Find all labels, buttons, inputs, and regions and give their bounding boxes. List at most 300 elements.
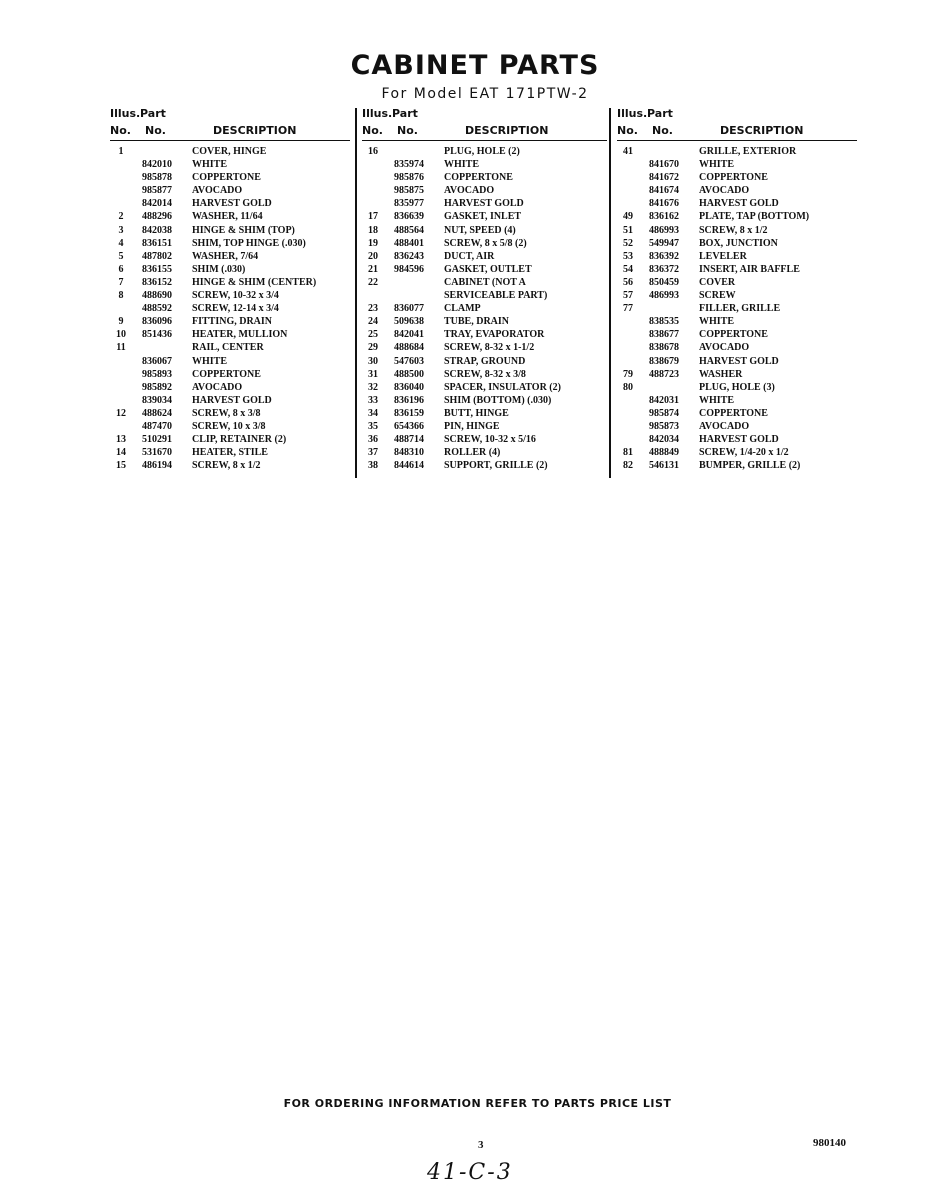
part-number: 851436 [142, 329, 172, 341]
table-row [617, 395, 857, 408]
ordering-note: FOR ORDERING INFORMATION REFER TO PARTS PRICE LIST [283, 1097, 672, 1110]
part-number: 836196 [394, 394, 424, 406]
illus-number: 79 [623, 368, 633, 380]
part-description: INSERT, AIR BAFFLE [699, 263, 800, 275]
table-row [362, 185, 607, 198]
illus-number: 81 [623, 447, 633, 459]
table-row [110, 356, 350, 369]
illus-number: 33 [368, 394, 378, 406]
part-description: TUBE, DRAIN [444, 316, 510, 328]
part-description: BUMPER, GRILLE (2) [699, 460, 801, 472]
part-number: 488723 [649, 368, 679, 380]
illus-number: 18 [368, 224, 378, 236]
table-row [362, 172, 607, 185]
illus-number: 49 [623, 211, 633, 223]
part-number: 984596 [394, 263, 424, 275]
table-row [362, 211, 607, 224]
part-description: AVOCADO [699, 185, 750, 197]
illus-number: 37 [368, 447, 378, 459]
illus-number: 54 [623, 263, 633, 275]
part-number: 844614 [394, 460, 424, 472]
part-number: 838535 [649, 316, 679, 328]
part-description: BOX, JUNCTION [699, 237, 778, 249]
table-row [362, 264, 607, 277]
part-description: ROLLER (4) [444, 447, 501, 459]
illus-number: 7 [118, 276, 124, 288]
illus-number: 1 [118, 146, 124, 157]
part-number: 985874 [649, 407, 679, 419]
part-description: WASHER, 11/64 [192, 211, 263, 223]
part-number: 841674 [649, 185, 679, 197]
illus-number: 52 [623, 237, 633, 249]
part-number: 841676 [649, 198, 679, 210]
table-row [362, 421, 607, 434]
illus-number: 30 [368, 355, 378, 367]
illus-number: 6 [118, 263, 124, 275]
document-number: 980140 [813, 1137, 846, 1149]
part-number: 546131 [649, 460, 679, 472]
part-description: SCREW [699, 290, 736, 302]
illus-number: 4 [118, 237, 124, 249]
part-number: 836155 [142, 263, 172, 275]
part-description: PIN, HINGE [444, 420, 500, 432]
part-number: 985876 [394, 172, 424, 184]
part-number: 549947 [649, 237, 679, 249]
part-description: COPPERTONE [192, 172, 261, 184]
illus-number: 38 [368, 460, 378, 472]
table-row [617, 277, 857, 290]
part-number: 836096 [142, 316, 172, 328]
table-row [362, 146, 607, 159]
part-description: SCREW, 8 x 1/2 [699, 224, 768, 236]
table-row [362, 277, 607, 290]
table-row [110, 434, 350, 447]
part-number: 841670 [649, 159, 679, 171]
part-number: 488849 [649, 447, 679, 459]
illus-number: 17 [368, 211, 378, 223]
part-number: 836067 [142, 355, 172, 367]
part-description: HARVEST GOLD [699, 434, 779, 446]
part-number: 488500 [394, 368, 424, 380]
part-number: 836162 [649, 211, 679, 223]
part-number: 487802 [142, 250, 172, 262]
part-description: HARVEST GOLD [444, 198, 524, 210]
table-row [617, 185, 857, 198]
part-description: COVER [699, 276, 736, 288]
illus-number: 2 [118, 211, 124, 223]
part-description: HARVEST GOLD [699, 355, 779, 367]
page-title: CABINET PARTS [350, 50, 600, 81]
part-number: 835977 [394, 198, 424, 210]
part-description: CLIP, RETAINER (2) [192, 434, 287, 446]
part-number: 842034 [649, 434, 679, 446]
part-number: 486993 [649, 290, 679, 302]
column-header [110, 107, 350, 140]
parts-column-2 [362, 107, 607, 473]
part-number: 487470 [142, 420, 172, 432]
part-number: 842014 [142, 198, 172, 210]
table-row [617, 251, 857, 264]
part-description: HEATER, STILE [192, 447, 268, 459]
table-row [362, 356, 607, 369]
part-description: SCREW, 8-32 x 3/8 [444, 368, 526, 380]
column-header [362, 107, 607, 140]
table-row [617, 303, 857, 316]
part-number: 842010 [142, 159, 172, 171]
part-description: BUTT, HINGE [444, 407, 509, 419]
illus-number: 82 [623, 460, 633, 472]
column-header [617, 107, 857, 140]
table-row [617, 264, 857, 277]
part-description: RAIL, CENTER [192, 342, 264, 354]
illus-number: 29 [368, 342, 378, 354]
part-number: 488564 [394, 224, 424, 236]
illus-number: 21 [368, 263, 378, 275]
part-description: WASHER, 7/64 [192, 250, 259, 262]
part-number: 836372 [649, 263, 679, 275]
part-description: WASHER [699, 368, 743, 380]
table-row [362, 460, 607, 473]
part-description: AVOCADO [699, 420, 750, 432]
part-number: 547603 [394, 355, 424, 367]
table-row [110, 159, 350, 172]
table-row [110, 146, 350, 159]
part-description: SCREW, 10 x 3/8 [192, 420, 266, 432]
illus-number: 11 [116, 342, 126, 354]
illus-number: 25 [368, 329, 378, 341]
part-description: SUPPORT, GRILLE (2) [444, 460, 548, 472]
part-description: HINGE & SHIM (CENTER) [192, 276, 317, 288]
illus-number: 57 [623, 290, 633, 302]
table-row [110, 264, 350, 277]
part-number: 486993 [649, 224, 679, 236]
table-row [617, 447, 857, 460]
table-row [362, 342, 607, 355]
table-row [617, 434, 857, 447]
part-description: WHITE [699, 159, 735, 171]
part-description: SCREW, 8 x 5/8 (2) [444, 237, 527, 249]
table-row [110, 342, 350, 355]
part-number: 985873 [649, 420, 679, 432]
part-number: 985875 [394, 185, 424, 197]
table-row [617, 290, 857, 303]
part-no-header: No. [397, 124, 418, 137]
part-description: SHIM (BOTTOM) (.030) [444, 394, 552, 406]
part-no-header: No. [145, 124, 166, 137]
table-row [617, 329, 857, 342]
part-description: GASKET, INLET [444, 211, 522, 223]
table-row [617, 198, 857, 211]
part-number: 836243 [394, 250, 424, 262]
part-description: HARVEST GOLD [192, 394, 272, 406]
part-number: 836152 [142, 276, 172, 288]
part-description: WHITE [192, 159, 228, 171]
part-number: 510291 [142, 434, 172, 446]
illus-number: 14 [116, 447, 126, 459]
illus-number: 5 [118, 250, 124, 262]
part-description: GASKET, OUTLET [444, 263, 532, 275]
parts-rows [110, 146, 350, 473]
table-row [110, 238, 350, 251]
part-number: 842038 [142, 224, 172, 236]
part-description: AVOCADO [192, 381, 243, 393]
illus-number: 31 [368, 368, 378, 380]
illus-number: 16 [368, 146, 378, 157]
table-row [362, 159, 607, 172]
model-subtitle: For Model EAT 171PTW-2 [381, 86, 589, 102]
table-row [617, 408, 857, 421]
table-row [362, 447, 607, 460]
parts-rows [362, 146, 607, 473]
part-number: 836639 [394, 211, 424, 223]
table-row [362, 290, 607, 303]
illus-number: 12 [116, 407, 126, 419]
table-row [362, 395, 607, 408]
illus-number: 32 [368, 381, 378, 393]
part-description: SHIM (.030) [192, 263, 246, 275]
part-description: WHITE [444, 159, 480, 171]
part-number: 985878 [142, 172, 172, 184]
illus-number: 9 [118, 316, 124, 328]
part-description: PLUG, HOLE (2) [444, 146, 520, 157]
part-description: WHITE [699, 316, 735, 328]
table-row [362, 434, 607, 447]
part-number: 838678 [649, 342, 679, 354]
table-row [362, 238, 607, 251]
part-header: Part [140, 107, 166, 120]
part-description: GRILLE, EXTERIOR [699, 146, 797, 157]
illus-number: 53 [623, 250, 633, 262]
table-row [362, 329, 607, 342]
part-description: SCREW, 10-32 x 3/4 [192, 290, 279, 302]
illus-header: Illus. [617, 107, 648, 120]
illus-no-header: No. [617, 124, 638, 137]
part-description: COPPERTONE [699, 329, 768, 341]
description-header: DESCRIPTION [213, 124, 297, 137]
part-number: 838677 [649, 329, 679, 341]
part-description: FITTING, DRAIN [192, 316, 273, 328]
part-header: Part [647, 107, 673, 120]
part-description: CABINET (NOT A [444, 276, 526, 288]
illus-number: 13 [116, 434, 126, 446]
table-row [617, 369, 857, 382]
part-description: SCREW, 10-32 x 5/16 [444, 434, 536, 446]
illus-number: 24 [368, 316, 378, 328]
table-row [617, 238, 857, 251]
table-row [617, 159, 857, 172]
part-description: WHITE [192, 355, 228, 367]
illus-number: 19 [368, 237, 378, 249]
illus-number: 34 [368, 407, 378, 419]
part-description: NUT, SPEED (4) [444, 224, 516, 236]
table-row [110, 172, 350, 185]
handwritten-note: 41-C-3 [427, 1160, 513, 1185]
part-description: AVOCADO [444, 185, 495, 197]
illus-number: 80 [623, 381, 633, 393]
part-number: 488684 [394, 342, 424, 354]
part-number: 488714 [394, 434, 424, 446]
part-description: COVER, HINGE [192, 146, 267, 157]
part-number: 841672 [649, 172, 679, 184]
table-row [110, 329, 350, 342]
table-row [110, 225, 350, 238]
table-row [362, 382, 607, 395]
illus-header: Illus. [110, 107, 141, 120]
table-row [617, 211, 857, 224]
illus-no-header: No. [362, 124, 383, 137]
part-description: LEVELER [699, 250, 747, 262]
part-number: 836159 [394, 407, 424, 419]
column-divider [609, 108, 611, 478]
part-description: CLAMP [444, 303, 481, 315]
table-row [617, 460, 857, 473]
parts-rows [617, 146, 857, 473]
part-description: SCREW, 8 x 3/8 [192, 407, 261, 419]
column-divider [355, 108, 357, 478]
part-number: 838679 [649, 355, 679, 367]
part-description: HEATER, MULLION [192, 329, 288, 341]
part-description: HINGE & SHIM (TOP) [192, 224, 295, 236]
table-row [110, 198, 350, 211]
part-description: SPACER, INSULATOR (2) [444, 381, 561, 393]
table-row [617, 356, 857, 369]
part-number: 842031 [649, 394, 679, 406]
illus-header: Illus. [362, 107, 393, 120]
parts-column-1 [110, 107, 350, 473]
table-row [110, 303, 350, 316]
part-number: 654366 [394, 420, 424, 432]
part-description: SHIM, TOP HINGE (.030) [192, 237, 306, 249]
part-description: PLUG, HOLE (3) [699, 381, 775, 393]
part-header: Part [392, 107, 418, 120]
table-row [362, 369, 607, 382]
part-description: AVOCADO [699, 342, 750, 354]
table-row [110, 251, 350, 264]
part-description: HARVEST GOLD [192, 198, 272, 210]
table-row [110, 211, 350, 224]
part-number: 985893 [142, 368, 172, 380]
part-number: 836392 [649, 250, 679, 262]
part-description: COPPERTONE [192, 368, 261, 380]
part-description: SERVICEABLE PART) [444, 290, 548, 302]
part-description: TRAY, EVAPORATOR [444, 329, 545, 341]
table-row [617, 146, 857, 159]
part-description: COPPERTONE [699, 407, 768, 419]
part-description: COPPERTONE [444, 172, 513, 184]
table-row [110, 277, 350, 290]
illus-number: 3 [118, 224, 124, 236]
part-description: DUCT, AIR [444, 250, 495, 262]
part-description: PLATE, TAP (BOTTOM) [699, 211, 810, 223]
table-row [110, 185, 350, 198]
illus-number: 77 [623, 303, 633, 315]
header-rule [617, 140, 857, 141]
illus-number: 8 [118, 290, 124, 302]
part-number: 531670 [142, 447, 172, 459]
parts-column-3 [617, 107, 857, 473]
part-description: COPPERTONE [699, 172, 768, 184]
part-number: 848310 [394, 447, 424, 459]
illus-number: 20 [368, 250, 378, 262]
illus-number: 35 [368, 420, 378, 432]
part-description: STRAP, GROUND [444, 355, 526, 367]
illus-number: 56 [623, 276, 633, 288]
part-number: 486194 [142, 460, 172, 472]
table-row [110, 395, 350, 408]
table-row [362, 408, 607, 421]
table-row [617, 342, 857, 355]
table-row [110, 369, 350, 382]
part-number: 842041 [394, 329, 424, 341]
description-header: DESCRIPTION [465, 124, 549, 137]
header-rule [110, 140, 350, 141]
part-description: SCREW, 8-32 x 1-1/2 [444, 342, 535, 354]
header-rule [362, 140, 607, 141]
illus-number: 15 [116, 460, 126, 472]
table-row [617, 172, 857, 185]
part-number: 488690 [142, 290, 172, 302]
illus-number: 36 [368, 434, 378, 446]
illus-number: 41 [623, 146, 633, 157]
illus-number: 10 [116, 329, 126, 341]
table-row [110, 421, 350, 434]
illus-no-header: No. [110, 124, 131, 137]
part-no-header: No. [652, 124, 673, 137]
table-row [110, 316, 350, 329]
part-number: 488401 [394, 237, 424, 249]
table-row [110, 447, 350, 460]
illus-number: 23 [368, 303, 378, 315]
part-number: 985892 [142, 381, 172, 393]
description-header: DESCRIPTION [720, 124, 804, 137]
part-number: 835974 [394, 159, 424, 171]
part-description: AVOCADO [192, 185, 243, 197]
part-number: 488296 [142, 211, 172, 223]
part-number: 488592 [142, 303, 172, 315]
page-number: 3 [478, 1139, 484, 1151]
part-description: FILLER, GRILLE [699, 303, 781, 315]
table-row [110, 290, 350, 303]
table-row [110, 382, 350, 395]
table-row [617, 316, 857, 329]
part-number: 488624 [142, 407, 172, 419]
table-row [362, 316, 607, 329]
table-row [362, 198, 607, 211]
illus-number: 22 [368, 276, 378, 288]
part-number: 850459 [649, 276, 679, 288]
part-number: 985877 [142, 185, 172, 197]
table-row [362, 225, 607, 238]
part-description: SCREW, 8 x 1/2 [192, 460, 261, 472]
part-description: HARVEST GOLD [699, 198, 779, 210]
part-number: 836151 [142, 237, 172, 249]
part-description: SCREW, 1/4-20 x 1/2 [699, 447, 789, 459]
table-row [362, 303, 607, 316]
table-row [617, 421, 857, 434]
illus-number: 51 [623, 224, 633, 236]
part-description: WHITE [699, 394, 735, 406]
part-description: SCREW, 12-14 x 3/4 [192, 303, 279, 315]
part-number: 509638 [394, 316, 424, 328]
part-number: 836077 [394, 303, 424, 315]
table-row [362, 251, 607, 264]
part-number: 836040 [394, 381, 424, 393]
table-row [110, 460, 350, 473]
table-row [617, 382, 857, 395]
part-number: 839034 [142, 394, 172, 406]
table-row [617, 225, 857, 238]
table-row [110, 408, 350, 421]
